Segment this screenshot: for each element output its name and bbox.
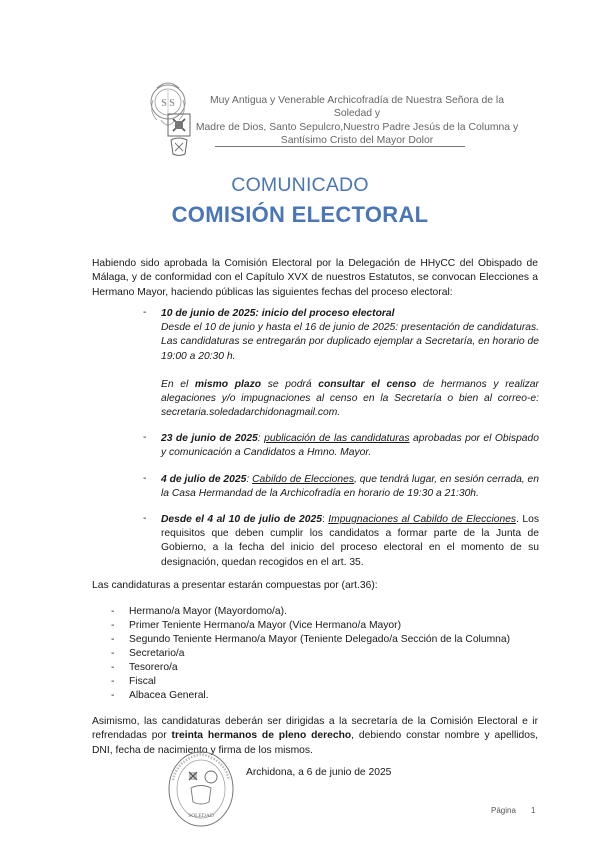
list-dash: - [143, 513, 147, 524]
role-label: Secretario/a [129, 648, 185, 659]
role-label: Hermano/a Mayor (Mayordomo/a). [129, 606, 287, 617]
header-line-3: Santísimo Cristo del Mayor Dolor [280, 135, 434, 147]
schedule-item-cabildo-text [161, 473, 539, 501]
censo-text-b: mismo plazo [194, 379, 262, 390]
list-dash: - [143, 432, 147, 443]
document-subtitle: COMISIÓN ELECTORAL [171, 202, 429, 227]
publicacion-title: publicación de las candidaturas [264, 433, 410, 444]
publicacion-date: 23 de junio de 2025 [161, 433, 258, 444]
header-line-2: Madre de Dios, Santo Sepulcro,Nuestro Padre Jesús de la Columna y [195, 121, 519, 133]
cross-emblem-icon [165, 110, 193, 158]
document-title: COMUNICADO [231, 174, 369, 196]
schedule-detail: Desde el 10 de junio y hasta el 16 de junio de 2025: presentación de candidaturas. Las candidaturas se entregarán por duplicado ejemplar a Secretaría, en horario de 19:00 a 20:30 h. [161, 322, 539, 362]
page-number: 1 [531, 806, 536, 815]
archicofradia-name [192, 94, 522, 148]
schedule-item-inicio-text [161, 307, 539, 364]
schedule-item-impugnaciones-text [161, 513, 539, 570]
cabildo-title: Cabildo de Elecciones [252, 474, 354, 485]
list-dash: - [143, 473, 147, 484]
header-divider [215, 146, 465, 147]
list-dash: - [111, 662, 115, 673]
schedule-item-censo-text [161, 378, 539, 421]
intro-paragraph: Habiendo sido aprobada la Comisión Electoral por la Delegación de HHyCC del Obispado de Málaga, y de conformidad con el Capítulo XVX de nuestros Estatutos, se convocan Elecciones a Hermano Mayor, haciendo públicas las siguientes fechas del proceso electoral: [92, 258, 538, 298]
asimismo-text-a: Asimismo, las candidaturas deberán ser dirigidas a la secretaría de la Comisión Electoral e ir refrendadas por [92, 716, 538, 742]
asimismo-text-c: , debiendo constar nombre y apellidos, DNI, fecha de nacimiento y firma de los mismos. [92, 730, 539, 756]
publicacion-rest: aprobadas por el Obispado y comunicación a Candidatos a Hmno. Mayor. [161, 433, 539, 459]
role-label: Albacea General. [129, 690, 209, 701]
logo-monogram: S S [161, 98, 175, 109]
list-dash: - [111, 620, 115, 631]
schedule-heading: 10 de junio de 2025: inicio del proceso electoral [161, 308, 395, 319]
impugnaciones-date: Desde el 4 al 10 de julio de 2025 [161, 514, 322, 525]
impugnaciones-title: Impugnaciones al Cabildo de Elecciones [328, 514, 517, 525]
asimismo-paragraph [92, 715, 538, 758]
cabildo-sep: : [246, 474, 253, 485]
impugnaciones-sep: : [321, 514, 329, 525]
censo-text-e: de hermanos y realizar alegaciones y/o impugnaciones al censo en la Secretaría o bien al correo-e: secretaria.soledadarchidonagmail.com. [161, 379, 539, 419]
role-label: Fiscal [129, 676, 156, 687]
role-label: Primer Teniente Hermano/a Mayor (Vice Hermano/a Mayor) [129, 620, 402, 631]
list-dash: - [111, 690, 115, 701]
cabildo-date: 4 de julio de 2025 [161, 474, 247, 485]
censo-text-a: En el [161, 379, 195, 390]
role-label: Tesorero/a [129, 662, 178, 673]
header-line-1: Muy Antigua y Venerable Archicofradía de Nuestra Señora de la Soledad y [209, 95, 504, 120]
list-dash: - [111, 676, 115, 687]
list-dash: - [111, 634, 115, 645]
document-header [0, 0, 600, 160]
role-label: Segundo Teniente Hermano/a Mayor (Teniente Delegado/a Sección de la Columna) [129, 634, 511, 645]
candidaturas-composition-intro: Las candidaturas a presentar estarán compuestas por (art.36): [92, 580, 378, 591]
censo-text-d: consultar el censo [318, 379, 417, 390]
archicofradia-seal-icon [167, 750, 235, 828]
schedule-item-publicacion-text [161, 432, 539, 460]
impugnaciones-rest: . Los requisitos que deben cumplir los candidatos a formar parte de la Junta de Gobierno, a la fecha del inicio del proceso electoral en el momento de su designación, quedan recogidos en el art. 35. [161, 514, 539, 568]
seal-text: SOLEDAD [188, 813, 214, 819]
place-and-date: Archidona, a 6 de junio de 2025 [246, 767, 392, 778]
asimismo-text-b: treinta hermanos de pleno derecho [171, 730, 352, 742]
list-dash: - [111, 648, 115, 659]
page-label: Página [491, 806, 516, 815]
list-dash: - [143, 307, 147, 318]
publicacion-sep: : [257, 433, 265, 444]
list-dash: - [111, 606, 115, 617]
cabildo-rest: , que tendrá lugar, en sesión cerrada, en la Casa Hermandad de la Archicofradía en horario de 19:30 a 21:30h. [161, 474, 539, 500]
censo-text-c: se podrá [261, 379, 319, 390]
